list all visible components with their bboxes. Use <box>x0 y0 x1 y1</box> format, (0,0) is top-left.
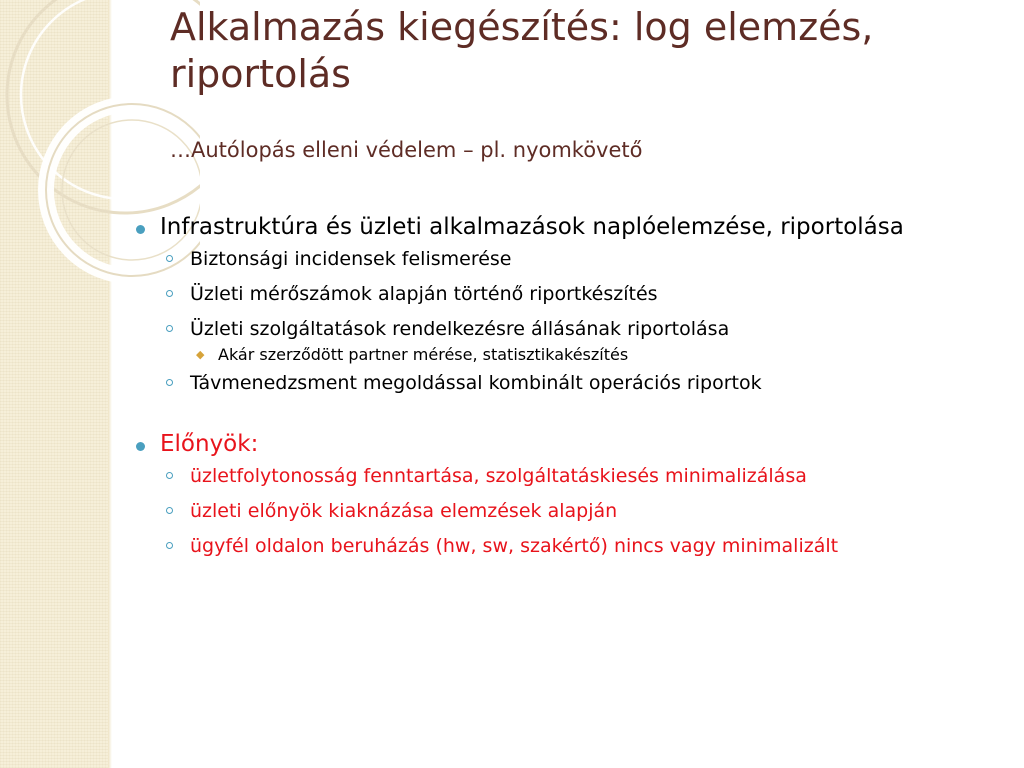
sub-bullet-item <box>160 465 990 488</box>
sub-bullet-text: Üzleti mérőszámok alapján történő riportkészítés <box>190 282 658 305</box>
sub-bullet-item <box>160 372 990 395</box>
sub-bullet-item <box>160 283 990 306</box>
bullet-text: Infrastruktúra és üzleti alkalmazások naplóelemzése, riportolása <box>160 214 904 240</box>
sub-bullet-item <box>160 500 990 523</box>
ring-bullet-icon <box>166 472 173 479</box>
sub-bullet-text: Üzleti szolgáltatások rendelkezésre állásának riportolása <box>190 317 730 340</box>
sub-bullet-list <box>160 248 990 396</box>
sub-bullet-item <box>160 535 990 558</box>
sub-bullet-item <box>160 318 990 364</box>
sub-bullet-text: Biztonsági incidensek felismerése <box>190 247 512 270</box>
diamond-bullet-icon: ◆ <box>196 348 205 362</box>
sub-bullet-item <box>160 248 990 271</box>
slide-content <box>130 214 990 571</box>
ring-bullet-icon <box>166 542 173 549</box>
ring-bullet-icon <box>166 379 173 386</box>
sub-sub-bullet-text: Akár szerződött partner mérése, statisztikakészítés <box>218 345 629 365</box>
bullet-dot-icon <box>136 442 145 451</box>
ring-bullet-icon <box>166 507 173 514</box>
sub-bullet-list <box>160 465 990 559</box>
sub-sub-bullet-item <box>190 345 990 364</box>
sub-bullet-text: üzleti előnyök kiaknázása elemzések alapján <box>190 500 618 523</box>
sub-bullet-text: üzletfolytonosság fenntartása, szolgáltatáskiesés minimalizálása <box>190 465 807 488</box>
sub-sub-bullet-list <box>190 345 990 364</box>
bullet-list <box>130 214 990 559</box>
sub-bullet-text: Távmenedzsment megoldással kombinált operációs riportok <box>190 372 762 395</box>
ring-bullet-icon <box>166 290 173 297</box>
bullet-infrastructure <box>130 214 990 395</box>
slide-subtitle: …Autólopás elleni védelem – pl. nyomkövető <box>170 138 643 162</box>
ring-bullet-icon <box>166 325 173 332</box>
bullet-benefits <box>130 431 990 558</box>
ring-bullet-icon <box>166 255 173 262</box>
slide-title: Alkalmazás kiegészítés: log elemzés, riportolás <box>170 5 874 96</box>
bullet-dot-icon <box>136 225 145 234</box>
sub-bullet-text: ügyfél oldalon beruházás (hw, sw, szakértő) nincs vagy minimalizált <box>190 535 839 558</box>
bullet-text: Előnyök: <box>160 431 259 458</box>
